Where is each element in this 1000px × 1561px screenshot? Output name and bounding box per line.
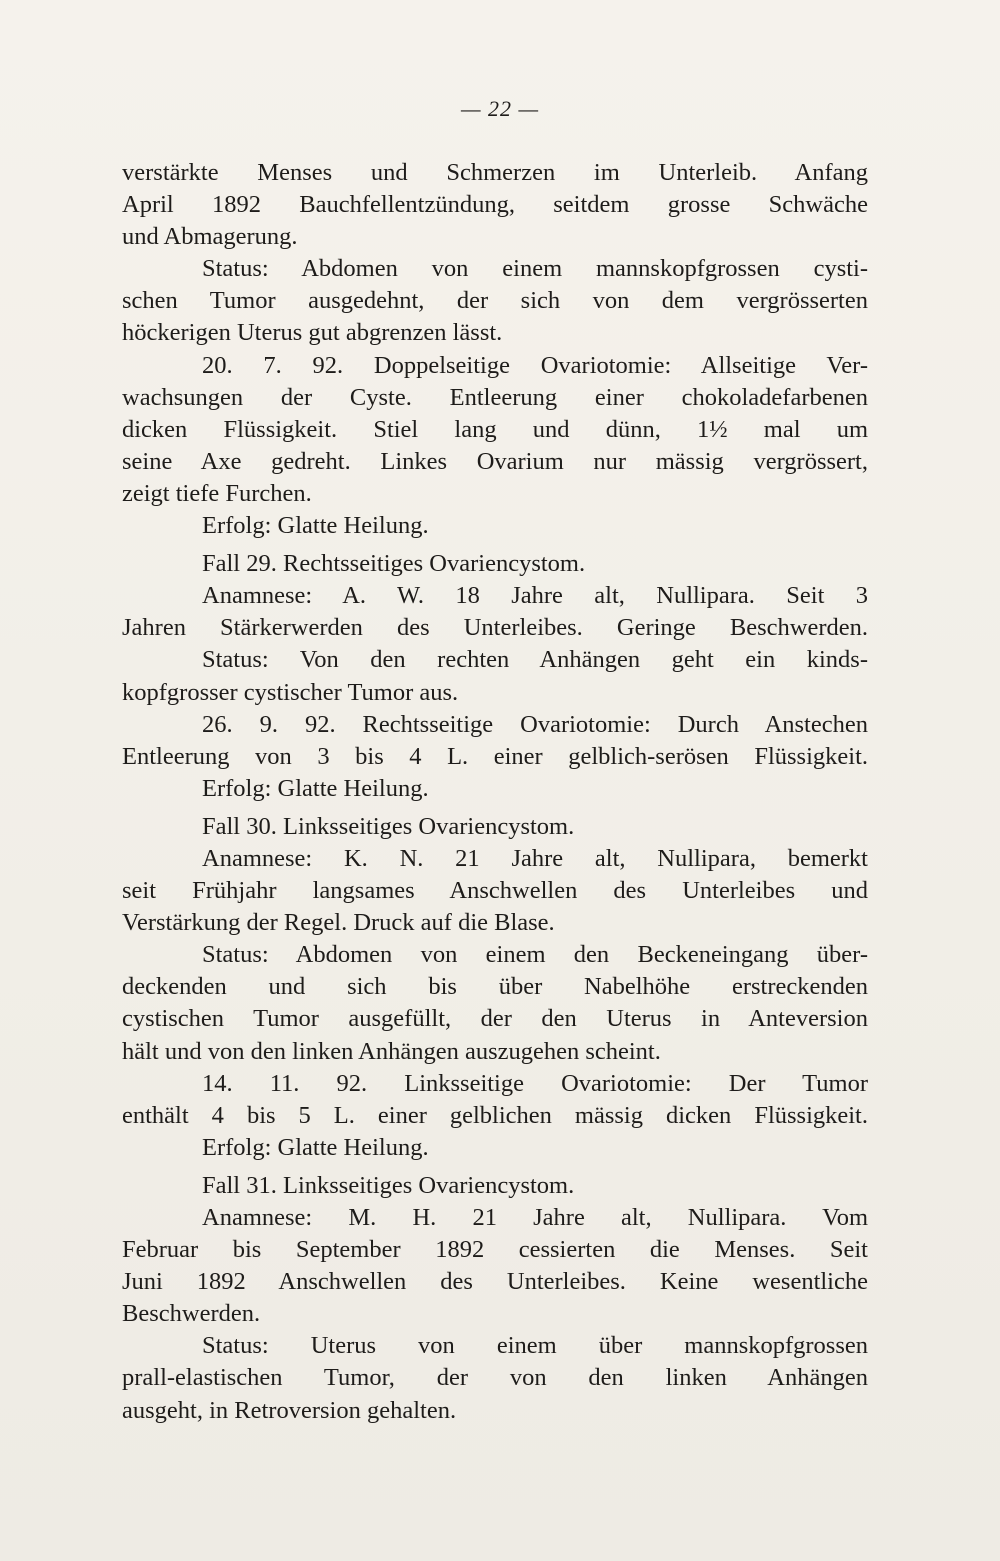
text-line: April 1892 Bauchfellentzündung, seitdem grosse Schwäche bbox=[122, 191, 868, 219]
text-line: höckerigen Uterus gut abgrenzen lässt. bbox=[122, 319, 503, 347]
text-line: Verstärkung der Regel. Druck auf die Blase. bbox=[122, 909, 555, 937]
text-line: Erfolg: Glatte Heilung. bbox=[202, 1133, 429, 1161]
text-line: Status: Abdomen von einem den Beckeneingang über- bbox=[202, 941, 868, 969]
text-line: 14. 11. 92. Linksseitige Ovariotomie: Der Tumor bbox=[202, 1069, 868, 1097]
text-line: seit Frühjahr langsames Anschwellen des Unterleibes und bbox=[122, 877, 868, 905]
text-line: Februar bis September 1892 cessierten die Menses. Seit bbox=[122, 1236, 868, 1264]
text-line: ausgeht, in Retroversion gehalten. bbox=[122, 1396, 457, 1424]
case-heading: Fall 31. Linksseitiges Ovariencystom. bbox=[202, 1171, 575, 1199]
text-line: deckenden und sich bis über Nabelhöhe erstreckenden bbox=[122, 973, 868, 1001]
text-line: hält und von den linken Anhängen auszugehen scheint. bbox=[122, 1037, 661, 1065]
page-number: — 22 — bbox=[460, 96, 540, 121]
text-line: Status: Uterus von einem über mannskopfgrossen bbox=[202, 1332, 868, 1360]
text-line: seine Axe gedreht. Linkes Ovarium nur mässig vergrössert, bbox=[122, 447, 868, 475]
text-line: 26. 9. 92. Rechtsseitige Ovariotomie: Durch Anstechen bbox=[202, 710, 868, 738]
text-line: Juni 1892 Anschwellen des Unterleibes. Keine wesentliche bbox=[122, 1268, 868, 1296]
text-line: enthält 4 bis 5 L. einer gelblichen mässig dicken Flüssigkeit. bbox=[122, 1101, 868, 1129]
text-line: kopfgrosser cystischer Tumor aus. bbox=[122, 678, 459, 706]
text-line: Status: Abdomen von einem mannskopfgrossen cysti- bbox=[202, 255, 868, 283]
text-line: Anamnese: K. N. 21 Jahre alt, Nullipara, bemerkt bbox=[202, 844, 868, 872]
body-text bbox=[122, 157, 868, 1427]
text-line: Erfolg: Glatte Heilung. bbox=[202, 774, 429, 802]
text-line: wachsungen der Cyste. Entleerung einer chokoladefarbenen bbox=[122, 383, 868, 411]
text-line: schen Tumor ausgedehnt, der sich von dem vergrösserten bbox=[122, 287, 868, 315]
text-line: Anamnese: A. W. 18 Jahre alt, Nullipara. Seit 3 bbox=[202, 582, 868, 610]
text-line: Beschwerden. bbox=[122, 1300, 261, 1328]
text-line: Anamnese: M. H. 21 Jahre alt, Nullipara. Vom bbox=[202, 1204, 868, 1231]
text-line: cystischen Tumor ausgefüllt, der den Uterus in Anteversion bbox=[122, 1005, 868, 1033]
text-line: Entleerung von 3 bis 4 L. einer gelblich-serösen Flüssigkeit. bbox=[122, 742, 868, 770]
text-line: Status: Von den rechten Anhängen geht ein kinds- bbox=[202, 646, 868, 674]
text-line: verstärkte Menses und Schmerzen im Unterleib. Anfang bbox=[122, 159, 868, 186]
case-heading: Fall 30. Linksseitiges Ovariencystom. bbox=[202, 812, 575, 840]
text-line: Erfolg: Glatte Heilung. bbox=[202, 512, 429, 540]
text-line: zeigt tiefe Furchen. bbox=[122, 479, 312, 507]
case-heading: Fall 29. Rechtsseitiges Ovariencystom. bbox=[202, 550, 586, 578]
text-line: 20. 7. 92. Doppelseitige Ovariotomie: Allseitige Ver- bbox=[202, 351, 868, 379]
text-line: und Abmagerung. bbox=[122, 223, 298, 251]
text-line: Jahren Stärkerwerden des Unterleibes. Geringe Beschwerden. bbox=[122, 614, 868, 642]
text-line: prall-elastischen Tumor, der von den linken Anhängen bbox=[122, 1364, 868, 1392]
text-line: dicken Flüssigkeit. Stiel lang und dünn, 1½ mal um bbox=[122, 415, 868, 443]
